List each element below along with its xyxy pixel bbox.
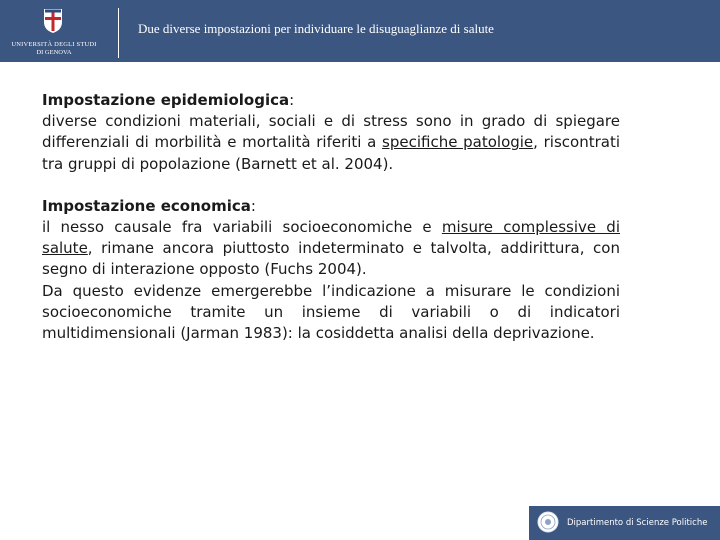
- underlined-term: misure complessive di salute: [42, 218, 620, 258]
- body-text: , riscontrati tra gruppi di popolazione (Barnett et al. 2004).: [42, 133, 620, 173]
- spacer: [42, 175, 620, 196]
- slide-body: [42, 90, 620, 344]
- section-economica: [42, 196, 620, 281]
- slide-title: Due diverse impostazioni per individuare le disuguaglianze di salute: [138, 21, 494, 36]
- heading-colon: :: [289, 91, 295, 109]
- body-text: il nesso causale fra variabili socioeconomiche e: [42, 218, 442, 237]
- university-name-line1: UNIVERSITÀ DEGLI STUDI: [11, 41, 97, 48]
- underlined-term: specifiche patologie: [382, 133, 534, 152]
- department-name: Dipartimento di Scienze Politiche: [567, 518, 708, 528]
- body-text: diverse condizioni materiali, sociali e di stress sono in grado di spiegare differenziali di morbilità e mortalità riferiti a: [42, 112, 620, 152]
- section-heading: Impostazione economica: [42, 196, 251, 215]
- heading-colon: :: [250, 196, 256, 215]
- section-heading: Impostazione epidemiologica: [42, 91, 290, 109]
- header-bar: [0, 0, 720, 62]
- department-seal-icon: [537, 511, 559, 533]
- university-logo[interactable]: [0, 0, 108, 62]
- footer-department-badge[interactable]: [529, 506, 720, 540]
- section-economica-paragraph2: Da questo evidenze emergerebbe l’indicazione a misurare le condizioni socioeconomiche tramite un insieme di variabili o di indicatori multidimensionali (Jarman 1983): la cosiddetta analisi della deprivazione.: [42, 281, 620, 343]
- section-epidemiologica: [42, 90, 620, 175]
- university-crest-icon: [43, 8, 63, 34]
- university-name-line2: DI GENOVA: [36, 49, 72, 56]
- header-divider: [118, 8, 119, 58]
- body-text: , rimane ancora piuttosto indeterminato e talvolta, addirittura, con segno di interazione opposto (Fuchs 2004).: [42, 239, 620, 279]
